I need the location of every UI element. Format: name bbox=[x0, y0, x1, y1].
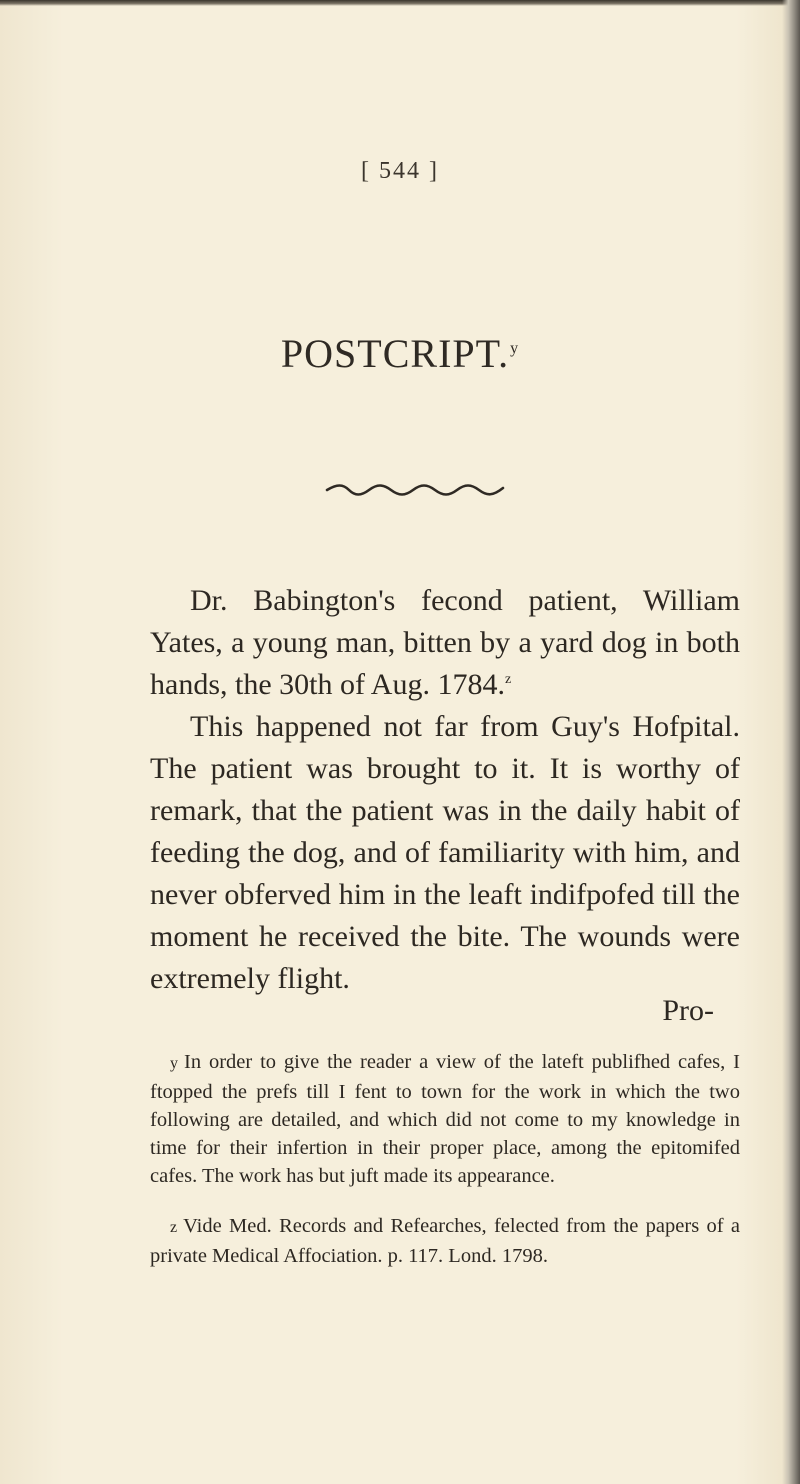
page-number: [ 544 ] bbox=[361, 158, 439, 184]
paragraph-one-footnote-marker: z bbox=[504, 672, 512, 687]
ornament-divider bbox=[325, 482, 505, 496]
paragraph-one bbox=[150, 580, 740, 706]
page-top-edge bbox=[0, 0, 800, 6]
section-heading bbox=[0, 330, 800, 377]
catchword: Pro- bbox=[662, 994, 714, 1027]
heading-footnote-marker: y bbox=[510, 339, 520, 357]
footnote-text: In order to give the reader a view of the lateft publifhed cafes, I ftopped the prefs till I fent to town for the work in which the two following are detailed, and which did not come to my knowledge in time for their infertion in their proper place, among the epitomifed cafes. The work has but juft made its appearance. bbox=[150, 1051, 740, 1187]
paragraph-one-text: Dr. Babington's fecond patient, William Yates, a young man, bitten by a yard dog in both hands, the 30th of Aug. 1784. bbox=[150, 584, 740, 701]
main-text bbox=[150, 580, 740, 1000]
footnote-z bbox=[150, 1212, 740, 1270]
page-right-edge bbox=[782, 0, 800, 1484]
footnote-text: Vide Med. Records and Refearches, felected from the papers of a private Medical Affociation. p. 117. Lond. 1798. bbox=[150, 1215, 740, 1267]
heading-text: POSTCRIPT. bbox=[280, 331, 510, 376]
footnote-y bbox=[150, 1048, 740, 1190]
footnotes bbox=[150, 1048, 740, 1270]
paragraph-two: This happened not far from Guy's Hofpital. The patient was brought to it. It is worthy of remark, that the patient was in the daily habit of feeding the dog, and of familiarity with him, and never obferved him in the leaft indifpofed till the moment he received the bite. The wounds were extremely flight. bbox=[150, 710, 740, 995]
footnote-marker: y bbox=[170, 1055, 178, 1072]
footnote-marker: z bbox=[170, 1219, 178, 1236]
